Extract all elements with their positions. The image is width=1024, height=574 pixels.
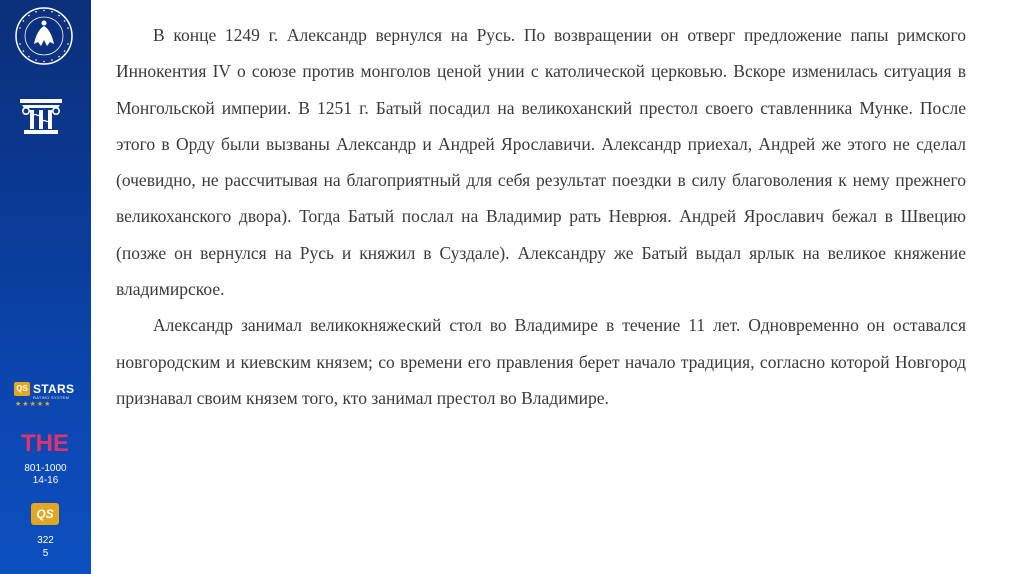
qs-rank-position: 322 bbox=[37, 535, 54, 546]
the-logo-text: THE bbox=[21, 430, 69, 457]
qs-stars-subtitle: RATING SYSTEM bbox=[33, 395, 70, 400]
paragraph-1: В конце 1249 г. Александр вернулся на Русь. По возвращении он отверг предложение папы римского Иннокентия IV о союзе против монголов ценой унии с католической церковью. Вскоре изменилась ситуация в Монгольской империи. В 1251 г. Батый посадил на великоханский престол своего ставленника Мунке. После этого в Орду были вызваны Александр и Андрей Ярославичи. Александр приехал, Андрей же этого не сделал (очевидно, не рассчитывая на благоприятный для себя результат поездки в силу благоволения к нему прежнего великоханского двора). Тогда Батый послал на Владимир рать Неврюя. Андрей Ярославич бежал в Швецию (позже он вернулся на Русь и княжил в Суздале). Александру же Батый выдал ярлык на великое княжение владимирское. bbox=[116, 25, 966, 300]
sidebar bbox=[0, 0, 91, 574]
paragraph-2: Александр занимал великокняжеский стол во Владимире в течение 11 лет. Одновременно он оставался новгородским и киевским князем; со времени его правления берет начало традиция, согласно которой Новгород признавал своим князем того, кто занимал престол во Владимире. bbox=[116, 315, 966, 408]
the-rank-year: 14-16 bbox=[32, 475, 59, 486]
column-logo-icon bbox=[20, 99, 62, 135]
document-body bbox=[116, 17, 966, 416]
qs-stars-logo: QS bbox=[14, 382, 30, 396]
the-ranking-logo-icon bbox=[21, 428, 69, 457]
university-seal-icon bbox=[14, 6, 74, 66]
qs-stars-badge bbox=[14, 382, 74, 412]
qs-stars-title: STARS bbox=[33, 382, 75, 396]
qs-ranking-logo: QS bbox=[31, 503, 59, 525]
qs-rank-secondary: 5 bbox=[42, 548, 49, 559]
the-rank-range: 801-1000 bbox=[24, 463, 67, 474]
star-rating-icon: ★★★★★ bbox=[15, 400, 52, 408]
